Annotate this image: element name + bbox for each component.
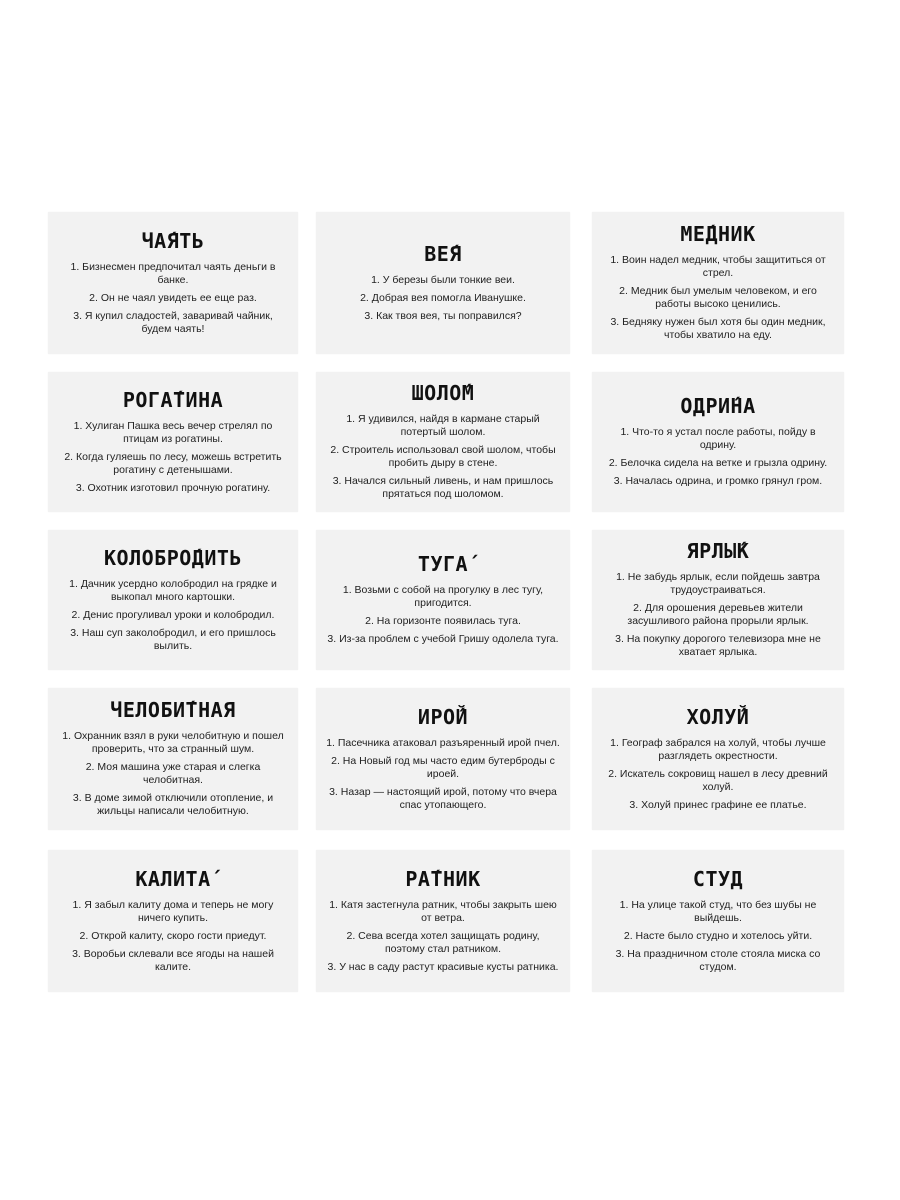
example-sentence: 2. Он не чаял увидеть ее еще раз. (89, 291, 257, 304)
word-card-veya (316, 212, 570, 354)
word-card-kolobrodit (48, 530, 298, 670)
card-title: ЯРЛЫ́К (686, 539, 750, 563)
word-card-rogatina (48, 372, 298, 512)
example-sentence: 2. Медник был умелым человеком, и его работы высоко ценились. (619, 285, 817, 310)
card-title: ТУГА́ (417, 552, 469, 576)
card-title: ШОЛО́М (411, 381, 475, 405)
example-sentence: 2. Моя машина уже старая и слегка челобитная. (85, 761, 261, 786)
word-card-mednik (592, 212, 844, 354)
word-card-odrina (592, 372, 844, 512)
example-sentence: 2. Сева всегда хотел защищать родину, поэтому стал ратником. (346, 929, 540, 955)
example-sentence: 1. Бизнесмен предпочитал чаять деньги в банке. (70, 260, 276, 286)
example-sentence: 3. На покупку дорогого телевизора мне не хватает ярлыка. (615, 633, 821, 658)
example-sentence: 1. Катя застегнула ратник, чтобы закрыть шею от ветра. (329, 898, 557, 924)
card-title: ИРО́Й (417, 704, 469, 729)
example-sentence: 3. На праздничном столе стояла миска со студом. (615, 947, 821, 973)
example-sentence: 3. Началась одрина, и громко грянул гром. (613, 475, 823, 487)
example-sentence: 2. Строитель использовал свой шолом, чтобы пробить дыру в стене. (330, 444, 556, 469)
example-sentence: 2. Добрая вея помогла Иванушке. (360, 291, 526, 304)
example-sentence: 3. Холуй принес графине ее платье. (629, 798, 807, 811)
example-sentence: 1. Географ забрался на холуй, чтобы лучше разглядеть окрестности. (610, 736, 826, 762)
example-sentence: 1. Я забыл калиту дома и теперь не могу ничего купить. (72, 898, 274, 924)
example-sentence: 1. На улице такой студ, что без шубы не выйдешь. (619, 898, 817, 924)
word-card-stud (592, 850, 844, 992)
example-sentence: 3. Как твоя вея, ты поправился? (364, 309, 522, 322)
example-sentence: 1. Не забудь ярлык, если пойдешь завтра трудоустраиваться. (616, 571, 820, 596)
example-sentence: 1. Хулиган Пашка весь вечер стрелял по птицам из рогатины. (73, 419, 273, 445)
card-title: МЕ́ДНИК (680, 222, 756, 246)
word-card-yarlyk (592, 530, 844, 670)
card-title: ОДРИ́НА (680, 394, 756, 418)
example-sentence: 3. У нас в саду растут красивые кусты ратника. (327, 960, 559, 973)
word-card-tuga (316, 530, 570, 670)
example-sentence: 1. Что-то я устал после работы, пойду в одрину. (620, 426, 816, 451)
example-sentence: 1. Охранник взял в руки челобитную и пошел проверить, что за странный шум. (62, 730, 284, 755)
example-sentence: 3. Наш суп заколобродил, и его пришлось вылить. (70, 626, 276, 652)
example-sentence: 3. Охотник изготовил прочную рогатину. (75, 481, 271, 494)
example-sentence: 2. Для орошения деревьев жители засушливого района прорыли ярлык. (627, 602, 809, 627)
example-sentence: 2. Искатель сокровищ нашел в лесу древний холуй. (608, 767, 828, 793)
card-title: ЧЕЛОБИ́ТНАЯ (110, 698, 236, 722)
word-card-chelobitnaya (48, 688, 298, 830)
example-sentence: 2. На Новый год мы часто едим бутерброды с ироей. (331, 754, 555, 780)
card-title: ВЕ́Я (424, 241, 462, 266)
card-title: ЧА́ЯТЬ (141, 228, 205, 253)
example-sentence: 3. Из-за проблем с учебой Гришу одолела туга. (327, 633, 559, 645)
example-sentence: 2. Денис прогуливал уроки и колобродил. (71, 608, 275, 621)
word-card-holuy (592, 688, 844, 830)
example-sentence: 2. Открой калиту, скоро гости приедут. (79, 929, 267, 942)
example-sentence: 2. На горизонте появилась туга. (365, 615, 521, 627)
card-title: СТУД (692, 866, 744, 891)
example-sentence: 1. Воин надел медник, чтобы защититься от стрел. (610, 254, 826, 279)
example-sentence: 3. Бедняку нужен был хотя бы один медник, чтобы хватило на еду. (610, 316, 826, 341)
word-card-kalita (48, 850, 298, 992)
card-title: КОЛОБРО́ДИТЬ (104, 545, 242, 570)
example-sentence: 1. Возьми с собой на прогулку в лес тугу, пригодится. (342, 584, 544, 609)
example-sentence: 1. Я удивился, найдя в кармане старый потертый шолом. (346, 413, 540, 438)
example-sentence: 2. Белочка сидела на ветке и грызла одрину. (608, 457, 828, 469)
example-sentence: 3. Воробьи склевали все ягоды на нашей калите. (72, 947, 274, 973)
example-sentence: 3. Назар — настоящий ирой, потому что вчера спас утопающего. (329, 785, 557, 811)
example-sentence: 1. Пасечника атаковал разъяренный ирой пчел. (326, 736, 560, 749)
word-card-ratnik (316, 850, 570, 992)
example-sentence: 3. В доме зимой отключили отопление, и жильцы написали челобитную. (72, 792, 274, 817)
word-card-chayat (48, 212, 298, 354)
card-title: РА́ТНИК (405, 866, 481, 891)
example-sentence: 1. Дачник усердно колобродил на грядке и выкопал много картошки. (69, 577, 277, 603)
card-title: РОГА́ТИНА (122, 387, 224, 412)
example-sentence: 1. У березы были тонкие веи. (371, 273, 515, 286)
example-sentence: 2. Когда гуляешь по лесу, можешь встретить рогатину с детенышами. (64, 450, 282, 476)
example-sentence: 2. Насте было студно и хотелось уйти. (623, 929, 813, 942)
card-title: КАЛИТА́ (135, 866, 211, 891)
example-sentence: 3. Начался сильный ливень, и нам пришлось прятаться под шоломом. (332, 475, 554, 500)
example-sentence: 3. Я купил сладостей, заваривай чайник, будем чаять! (73, 309, 273, 335)
card-title: ХОЛУ́Й (686, 704, 750, 729)
word-card-sholom (316, 372, 570, 512)
word-card-iroy (316, 688, 570, 830)
